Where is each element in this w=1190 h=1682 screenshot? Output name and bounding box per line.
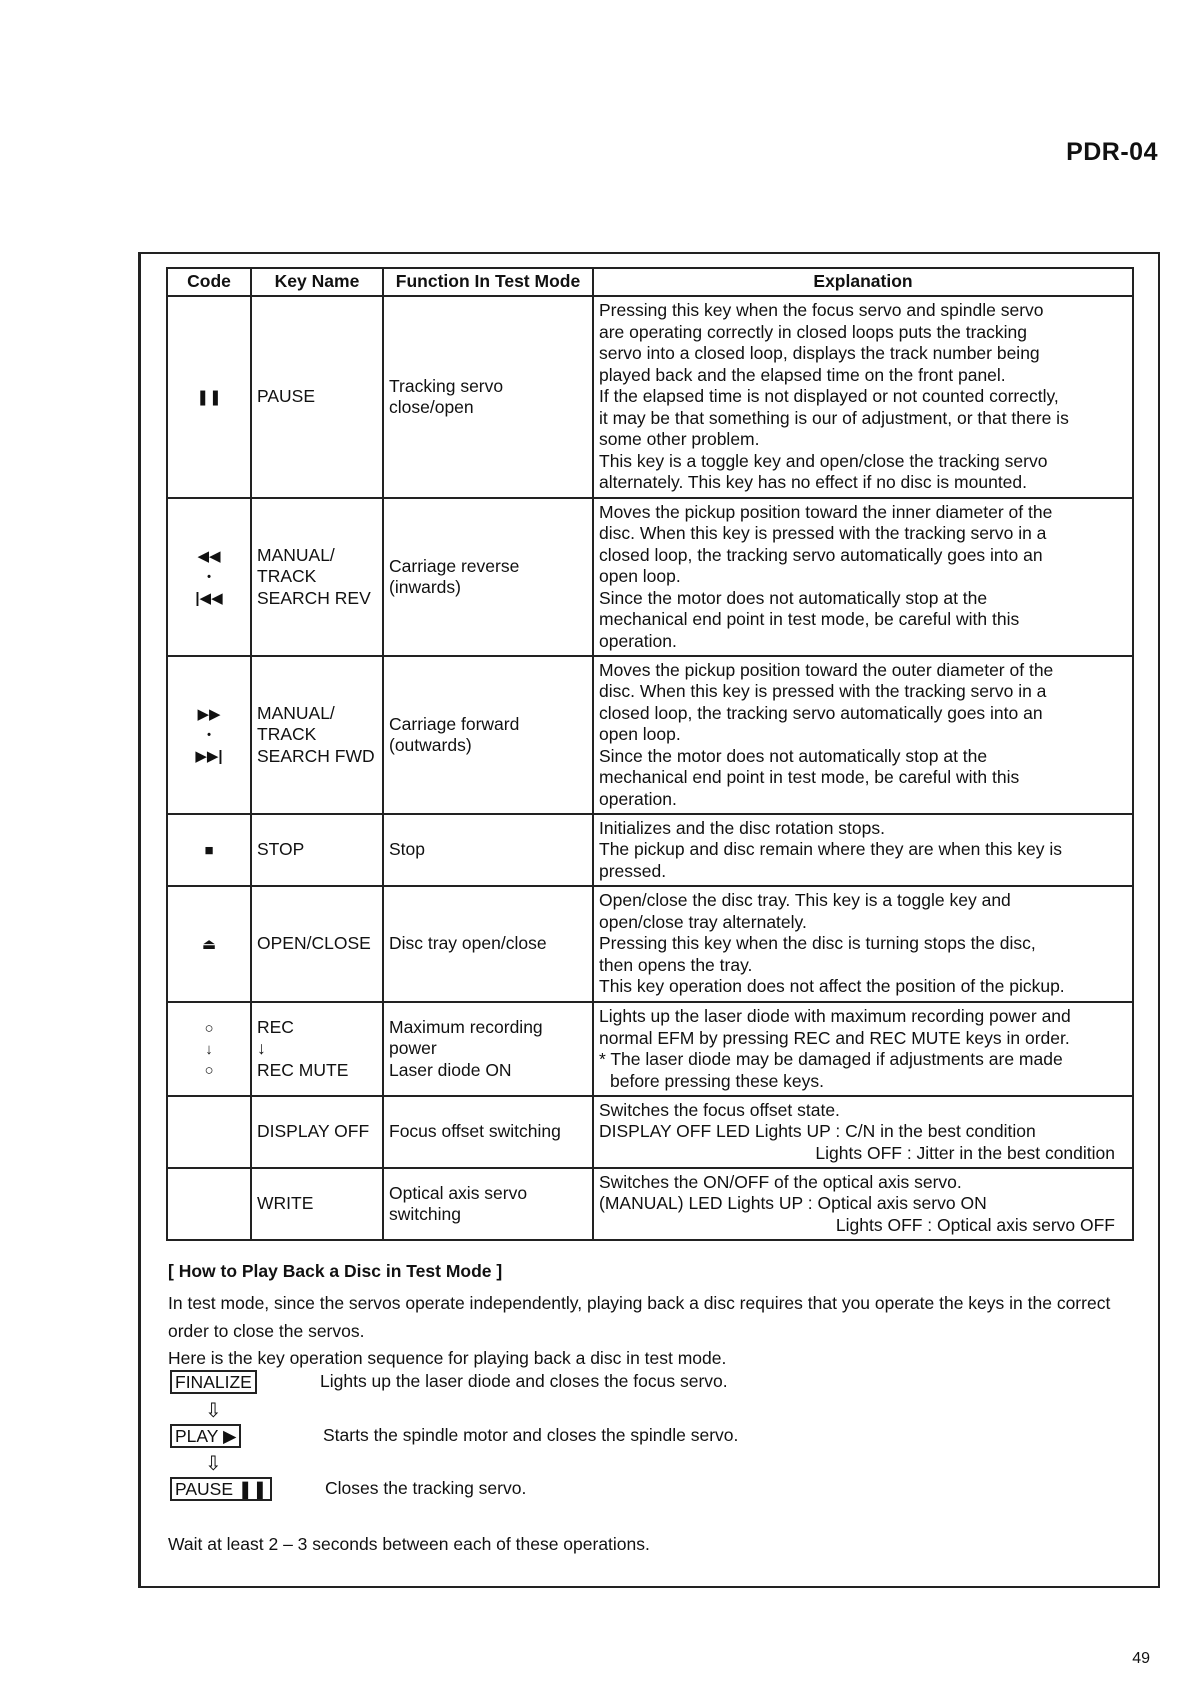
fast-forward-icon: ▶▶ <box>197 705 221 723</box>
explanation-cell <box>593 1168 1133 1240</box>
key-name-cell <box>251 1096 383 1168</box>
key-name-line: WRITE <box>257 1193 314 1214</box>
eject-icon: ⏏ <box>201 935 217 953</box>
explanation-line: pressed. <box>599 860 667 881</box>
table-row <box>167 886 1133 1002</box>
intro-line: In test mode, since the servos operate independently, playing back a disc requires that you operate the keys in the correct <box>168 1293 1111 1313</box>
explanation-cell <box>593 498 1133 656</box>
key-name-line: MANUAL/ <box>257 702 335 723</box>
function-line: (inwards) <box>389 577 461 597</box>
explanation-line: closed loop, the tracking servo automatically goes into an <box>599 544 1043 565</box>
function-cell <box>383 296 593 498</box>
key-name-line: SEARCH FWD <box>257 745 375 766</box>
key-name-cell <box>251 1002 383 1096</box>
code-cell <box>167 656 251 814</box>
code-cell <box>167 296 251 498</box>
explanation-line: servo into a closed loop, displays the track number being <box>599 343 1040 364</box>
explanation-line: Switches the focus offset state. <box>599 1099 840 1120</box>
function-line: close/open <box>389 397 474 417</box>
key-name-cell <box>251 1168 383 1240</box>
dot-icon: • <box>207 728 211 741</box>
explanation-line: normal EFM by pressing REC and REC MUTE keys in order. <box>599 1027 1070 1048</box>
function-line: Laser diode ON <box>389 1059 512 1080</box>
key-name-cell <box>251 814 383 886</box>
col-header-explanation: Explanation <box>593 268 1133 296</box>
playback-footer-note: Wait at least 2 – 3 seconds between each of these operations. <box>168 1534 650 1554</box>
explanation-line: then opens the tray. <box>599 954 753 975</box>
step-desc-play: Starts the spindle motor and closes the spindle servo. <box>323 1425 739 1445</box>
explanation-line: If the elapsed time is not displayed or not counted correctly, <box>599 386 1059 407</box>
explanation-line: Pressing this key when the focus servo and spindle servo <box>599 300 1044 321</box>
step-desc-pause: Closes the tracking servo. <box>325 1478 527 1498</box>
record-mute-icon: ○ <box>204 1061 214 1079</box>
explanation-line: mechanical end point in test mode, be careful with this <box>599 609 1020 630</box>
intro-line: order to close the servos. <box>168 1320 365 1341</box>
function-line: Carriage reverse <box>389 555 520 576</box>
function-line: Carriage forward <box>389 713 520 734</box>
step-arrow-icon: ⇩ <box>205 1453 222 1475</box>
table-row <box>167 296 1133 498</box>
explanation-cell <box>593 1096 1133 1168</box>
table-row <box>167 1096 1133 1168</box>
key-name-line: MANUAL/ <box>257 544 335 565</box>
key-name-line: TRACK <box>257 566 317 587</box>
explanation-line: open loop. <box>599 566 681 587</box>
function-line: Focus offset switching <box>389 1121 561 1142</box>
explanation-line: Since the motor does not automatically stop at the <box>599 587 988 608</box>
step-arrow-icon: ⇩ <box>205 1400 222 1422</box>
dot-icon: • <box>207 570 211 583</box>
key-name-cell <box>251 296 383 498</box>
explanation-line: operation. <box>599 630 677 651</box>
explanation-cell <box>593 656 1133 814</box>
key-name-line: TRACK <box>257 724 317 745</box>
function-line: Stop <box>389 839 425 860</box>
function-cell <box>383 1168 593 1240</box>
explanation-line: open/close tray alternately. <box>599 911 807 932</box>
test-mode-key-table <box>166 267 1134 1241</box>
table-row <box>167 1002 1133 1096</box>
key-name-line: DISPLAY OFF <box>257 1121 370 1142</box>
table-row <box>167 656 1133 814</box>
step-key-finalize: FINALIZE <box>170 1370 257 1394</box>
stop-icon: ■ <box>204 841 214 859</box>
col-header-code: Code <box>167 268 251 296</box>
step-key-play: PLAY ▶ <box>170 1424 241 1448</box>
explanation-line: operation. <box>599 788 677 809</box>
key-name-line: OPEN/CLOSE <box>257 933 371 954</box>
explanation-line: closed loop, the tracking servo automatically goes into an <box>599 702 1043 723</box>
explanation-line: Initializes and the disc rotation stops. <box>599 817 885 838</box>
key-name-line: SEARCH REV <box>257 587 371 608</box>
model-number: PDR-04 <box>1066 138 1158 166</box>
function-line: switching <box>389 1204 461 1224</box>
key-name-line: PAUSE <box>257 386 316 407</box>
code-cell <box>167 1002 251 1096</box>
pause-icon: ❚❚ <box>196 388 222 406</box>
explanation-line: Pressing this key when the disc is turning stops the disc, <box>599 933 1036 954</box>
step-desc-finalize: Lights up the laser diode and closes the focus servo. <box>320 1371 728 1391</box>
code-cell <box>167 498 251 656</box>
explanation-line: disc. When this key is pressed with the tracking servo in a <box>599 523 1047 544</box>
explanation-line: alternately. This key has no effect if no disc is mounted. <box>599 472 1028 493</box>
explanation-line: Lights OFF : Optical axis servo OFF <box>835 1214 1115 1235</box>
page-number: 49 <box>1132 1650 1150 1667</box>
playback-intro <box>168 1290 1148 1373</box>
rewind-icon: ◀◀ <box>197 547 221 565</box>
record-icon: ○ <box>204 1019 214 1037</box>
key-name-cell <box>251 886 383 1002</box>
explanation-line: Open/close the disc tray. This key is a toggle key and <box>599 890 1011 911</box>
key-name-cell <box>251 656 383 814</box>
explanation-line: played back and the elapsed time on the front panel. <box>599 364 1006 385</box>
explanation-line: Lights up the laser diode with maximum recording power and <box>599 1006 1071 1026</box>
key-name-line: ↓ <box>257 1038 266 1059</box>
function-line: Disc tray open/close <box>389 933 547 954</box>
explanation-line: (MANUAL) LED Lights UP : Optical axis servo ON <box>599 1193 987 1214</box>
table-header-row <box>167 268 1133 296</box>
explanation-cell <box>593 814 1133 886</box>
step-key-pause: PAUSE ❚❚ <box>170 1477 272 1501</box>
function-line: Optical axis servo <box>389 1182 528 1203</box>
col-header-key-name: Key Name <box>251 268 383 296</box>
table-row <box>167 814 1133 886</box>
explanation-line: Since the motor does not automatically stop at the <box>599 745 988 766</box>
code-cell <box>167 814 251 886</box>
function-cell <box>383 1002 593 1096</box>
explanation-line: before pressing these keys. <box>610 1070 825 1091</box>
explanation-line: are operating correctly in closed loops puts the tracking <box>599 321 1028 342</box>
key-name-line: REC MUTE <box>257 1059 349 1080</box>
down-arrow-icon: ↓ <box>205 1040 213 1058</box>
explanation-line: * The laser diode may be damaged if adjustments are made <box>599 1049 1063 1069</box>
key-name-line: REC <box>257 1016 294 1037</box>
function-line: power <box>389 1038 437 1059</box>
intro-line: Here is the key operation sequence for playing back a disc in test mode. <box>168 1348 727 1368</box>
table-row <box>167 1168 1133 1240</box>
explanation-line: open loop. <box>599 724 681 745</box>
explanation-cell <box>593 886 1133 1002</box>
explanation-line: Switches the ON/OFF of the optical axis servo. <box>599 1171 962 1192</box>
function-line: (outwards) <box>389 735 472 755</box>
explanation-line: DISPLAY OFF LED Lights UP : C/N in the best condition <box>599 1121 1036 1142</box>
code-cell <box>167 1096 251 1168</box>
skip-back-icon: |◀◀ <box>195 589 223 607</box>
explanation-line: This key is a toggle key and open/close the tracking servo <box>599 450 1048 471</box>
explanation-line: disc. When this key is pressed with the tracking servo in a <box>599 681 1047 702</box>
key-name-cell <box>251 498 383 656</box>
explanation-line: mechanical end point in test mode, be careful with this <box>599 767 1020 788</box>
function-cell <box>383 886 593 1002</box>
function-cell <box>383 656 593 814</box>
function-line: Tracking servo <box>389 375 504 396</box>
explanation-line: some other problem. <box>599 429 760 450</box>
col-header-function: Function In Test Mode <box>383 268 593 296</box>
key-name-line: STOP <box>257 839 305 860</box>
explanation-line: Lights OFF : Jitter in the best condition <box>815 1142 1115 1163</box>
explanation-cell <box>593 296 1133 498</box>
playback-heading: [ How to Play Back a Disc in Test Mode ] <box>168 1261 503 1281</box>
explanation-line: it may be that something is our of adjustment, or that there is <box>599 407 1069 428</box>
function-cell <box>383 814 593 886</box>
table-row <box>167 498 1133 656</box>
explanation-line: This key operation does not affect the position of the pickup. <box>599 976 1065 997</box>
code-cell <box>167 1168 251 1240</box>
explanation-line: Moves the pickup position toward the outer diameter of the <box>599 659 1054 680</box>
function-cell <box>383 1096 593 1168</box>
explanation-cell <box>593 1002 1133 1096</box>
code-cell <box>167 886 251 1002</box>
function-cell <box>383 498 593 656</box>
explanation-line: The pickup and disc remain where they are when this key is <box>599 839 1063 860</box>
skip-forward-icon: ▶▶| <box>195 747 223 765</box>
explanation-line: Moves the pickup position toward the inner diameter of the <box>599 501 1053 522</box>
function-line: Maximum recording <box>389 1016 543 1037</box>
